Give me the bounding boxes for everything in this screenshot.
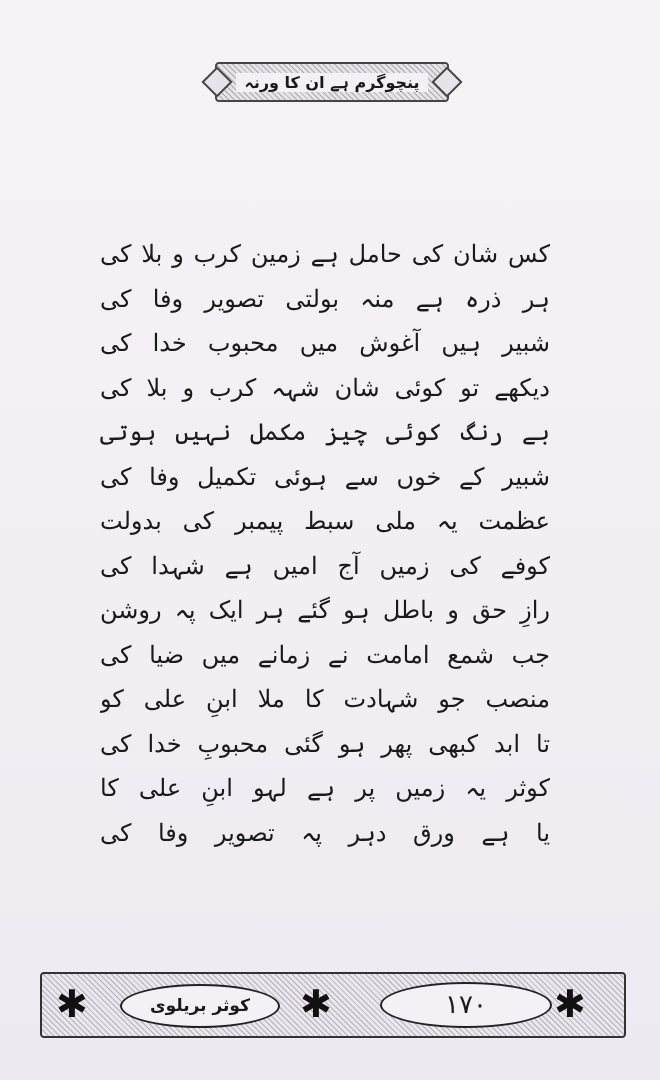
poet-name-badge	[120, 984, 280, 1028]
flower-ornament-icon: ✱	[300, 982, 332, 1026]
verse-line: تا ابد کبھی پھر ہو گئی محبوبِ خدا کی	[100, 729, 550, 758]
page-footer	[40, 972, 626, 1038]
flower-ornament-icon: ✱	[554, 982, 586, 1026]
verse-line: شبیر کے خوں سے ہوئی تکمیل وفا کی	[100, 462, 550, 491]
verse-line: ہر ذرہ ہے منہ بولتی تصویر وفا کی	[100, 284, 550, 313]
page-number: ۱۷۰	[445, 990, 487, 1020]
verse-line: منصب جو شہادت کا ملا ابنِ علی کو	[100, 685, 550, 713]
verse-line: جب شمع امامت نے زمانے میں ضیا کی	[100, 640, 550, 669]
page-number-badge	[380, 982, 552, 1028]
verse-line: عظمت یہ ملی سبط پیمبر کی بدولت	[100, 507, 550, 535]
poet-name: کوثر بریلوی	[150, 996, 250, 1016]
running-header-banner	[215, 62, 449, 102]
verse-line: بے رنگ کوئی چیز مکمل نہیں ہوتی	[100, 418, 550, 446]
verse-line: کوفے کی زمیں آج امیں ہے شہدا کی	[100, 551, 550, 580]
verse-line: دیکھے تو کوئی شان شہہ کرب و بلا کی	[100, 373, 550, 402]
poem-body	[100, 232, 550, 855]
flower-ornament-icon: ✱	[56, 982, 88, 1026]
verse-line: یا ہے ورق دہر پہ تصویر وفا کی	[100, 818, 550, 847]
verse-line: شبیر ہیں آغوش میں محبوب خدا کی	[100, 329, 550, 357]
verse-line: رازِ حق و باطل ہو گئے ہر ایک پہ روشن	[100, 596, 550, 624]
verse-line: کس شان کی حامل ہے زمین کرب و بلا کی	[100, 240, 550, 268]
running-header-title: پنچوگرم ہے ان کا ورنہ	[236, 73, 427, 92]
verse-line: کوثر یہ زمیں پر ہے لہو ابنِ علی کا	[100, 774, 550, 802]
